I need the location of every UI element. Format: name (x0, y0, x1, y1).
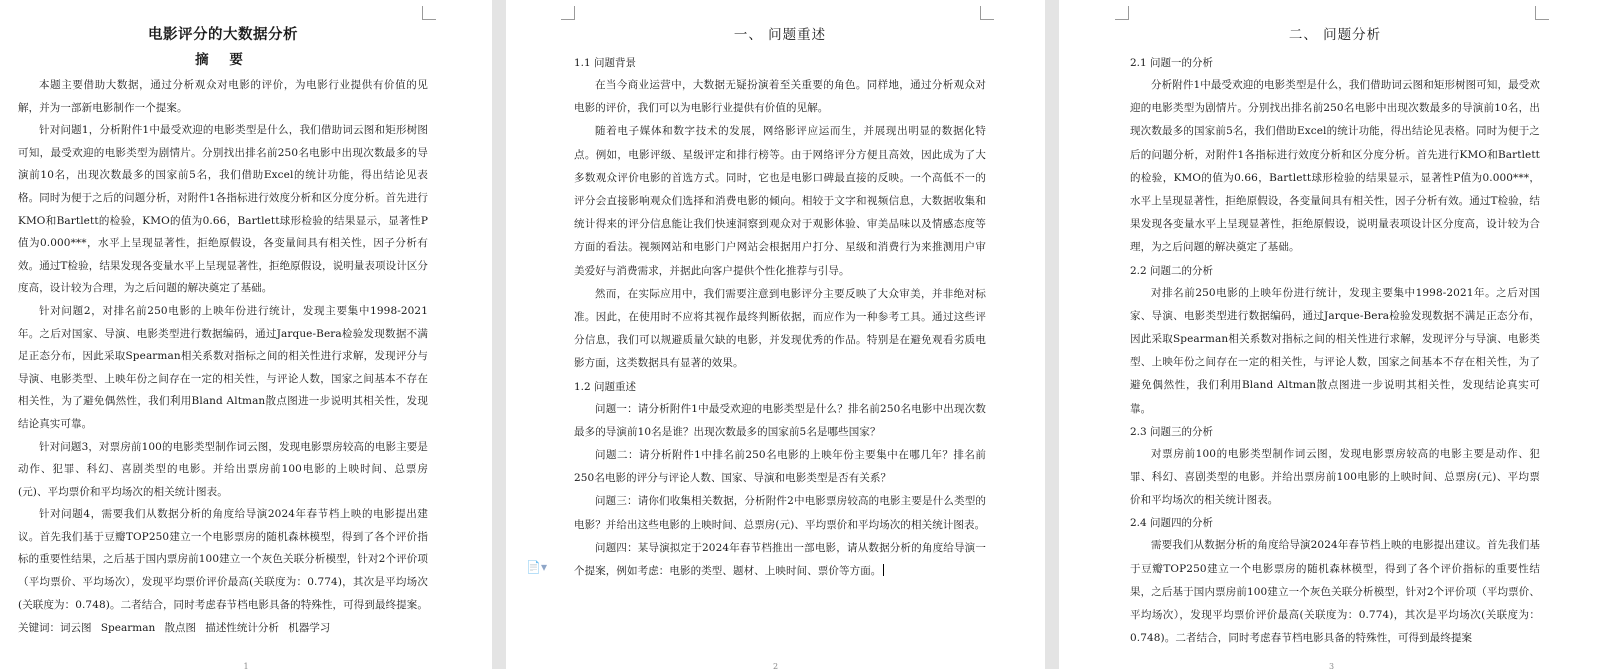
abstract-paragraph: 针对问题3，对票房前100的电影类型制作词云图，发现电影票房较高的电影主要是动作、犯罪、科幻、喜剧类型的电影。并给出票房前100电影的上映时间、总票房(元)、平均票价和平均场次的相关统计图表。 (18, 440, 428, 498)
abstract-paragraph: 针对问题4，需要我们从数据分析的角度给导演2024年春节档上映的电影提出建议。首先我们基于豆瓣TOP250建立一个电影票房的随机森林模型，得到了各个评价指标的重要性结果，之后基于国内票房前100建立一个灰色关联分析模型，针对2个评价项（平均票价、平均场次），发现平均票价评价最高(关联度为：0.774)，其次是平均场次(关联度为：0.748)。二者结合，同时考虑春节档电影具备的特殊性，可得到最终提案。 (18, 508, 428, 611)
analysis-paragraph: 对票房前100的电影类型制作词云图，发现电影票房较高的电影主要是动作、犯罪、科幻、喜剧类型的电影。并给出票房前100电影的上映时间、总票房(元)、平均票价和平均场次的相关统计图表。 (1130, 447, 1540, 507)
page-1-body[interactable] (18, 26, 428, 639)
background-paragraph: 随着电子媒体和数字技术的发展，网络影评应运而生，并展现出明显的数据化特点。例如，电影评级、星级评定和排行榜等。由于网络评分方便且高效，因此成为了大多数观众评价电影的首选方式。同时，它也是电影口碑最直接的反映。一个高低不一的评分会直接影响观众们选择和消费电影的倾向。相较于文字和视频信息，大数据收集和统计得来的评分信息能让我们快速洞察到观众对于观影体验、审美品味以及情感态度等方面的看法。视频网站和电影门户网站会根据用户打分、星级和消费行为来推测用户审美爱好与消费需求，并据此向客户提供个性化推荐与引导。 (574, 125, 986, 277)
page-3-body[interactable] (1130, 26, 1540, 650)
background-paragraph: 然而，在实际应用中，我们需要注意到电影评分主要反映了大众审美，并非绝对标准。因此，在使用时不应将其视作最终判断依据，而应作为一种参考工具。通过这些评分信息，我们可以规避质量欠缺的电影，并发现优秀的作品。特别是在避免观看劣质电影方面，这类数据具有显著的效果。 (574, 287, 986, 370)
question-paragraph: 问题一：请分析附件1中最受欢迎的电影类型是什么？排名前250名电影中出现次数最多的导演前10名是谁？出现次数最多的国家前5名是哪些国家？ (574, 402, 986, 438)
page-corner-mark (980, 6, 994, 20)
abstract-paragraph: 针对问题1，分析附件1中最受欢迎的电影类型是什么，我们借助词云图和矩形树图可知，最受欢迎的电影类型为剧情片。分别找出排名前250名电影中出现次数最多的导演前10名，出现次数最多的国家前5名，我们借助Excel的统计功能，得出结论见表格。同时为便于之后的问题分析，对附件1各指标进行效度分析和区分度分析。首先进行KMO和Bartlett的检验，KMO的值为0.66，Bartlett球形检验的结果显示，显著性P值为0.000***，水平上呈现显著性，拒绝原假设，各变量间具有相关性，因子分析有效。通过T检验，结果发现各变量水平上呈现显著性，拒绝原假设，说明量表项设计区分度高，设计较为合理，为之后问题的解决奠定了基础。 (18, 124, 428, 295)
abstract-heading: 摘 要 (195, 52, 251, 68)
section-title: 二、 问题分析 (1288, 27, 1382, 43)
question-text: 问题四：某导演拟定于2024年春节档推出一部电影，请从数据分析的角度给导演一个提案，例如考虑：电影的类型、题材、上映时间、票价等方面。 (574, 541, 986, 578)
text-cursor (883, 564, 884, 576)
question-paragraph: 问题三：请你们收集相关数据，分析附件2中电影票房较高的电影主要是什么类型的电影？并给出这些电影的上映时间、总票房(元)、平均票价和平均场次的相关统计图表。 (574, 495, 986, 531)
subsection-heading: 2.1 问题一的分析 (1130, 57, 1214, 69)
page-number: 2 (772, 662, 779, 669)
section-title: 一、 问题重述 (733, 27, 827, 43)
page-corner-mark (1535, 6, 1549, 20)
analysis-paragraph: 需要我们从数据分析的角度给导演2024年春节档上映的电影提出建议。首先我们基于豆瓣TOP250建立一个电影票房的随机森林模型，得到了各个评价指标的重要性结果，之后基于国内票房前100建立一个灰色关联分析模型，针对2个评价项（平均票价、平均场次），发现平均票价评价最高(关联度为：0.774)，其次是平均场次(关联度为：0.748)。二者结合，同时考虑春节档电影具备的特殊性，可得到最终提案 (1130, 539, 1540, 645)
document-page-2[interactable] (506, 0, 1045, 669)
abstract-paragraph: 本题主要借助大数据，通过分析观众对电影的评价，为电影行业提供有价值的见解，并为一部新电影制作一个提案。 (18, 79, 428, 114)
question-paragraph: 问题二：请分析附件1中排名前250名电影的上映年份主要集中在哪几年？排名前250名电影的评分与评论人数、国家、导演和电影类型是否有关系？ (574, 449, 986, 485)
abstract-paragraph: 针对问题2，对排名前250电影的上映年份进行统计，发现主要集中1998-2021年。之后对国家、导演、电影类型进行数据编码，通过Jarque-Bera检验发现数据不满足正态分布，因此采取Spearman相关系数对指标之间的相关性进行求解，发现评分与导演、电影类型、上映年份之间存在一定的相关性，与评论人数，国家之间基本不存在相关性，为了避免偶然性，我们利用Bland Altman散点图进一步说明其相关性，发现结论真实可靠。 (18, 304, 428, 430)
document-page-1[interactable] (0, 0, 492, 669)
subsection-heading: 1.1 问题背景 (574, 57, 637, 69)
analysis-paragraph: 分析附件1中最受欢迎的电影类型是什么，我们借助词云图和矩形树图可知，最受欢迎的电影类型为剧情片。分别找出排名前250名电影中出现次数最多的导演前10名，出现次数最多的国家前5名，我们借助Excel的统计功能，得出结论见表格。同时为便于之后的问题分析，对附件1各指标进行效度分析和区分度分析。首先进行KMO和Bartlett的检验，KMO的值为0.66，Bartlett球形检验的结果显示，显著性P值为0.000***，水平上呈现显著性，拒绝原假设，各变量间具有相关性，因子分析有效。通过T检验，结果发现各变量水平上呈现显著性，拒绝原假设，说明量表项设计区分度高，设计较为合理，为之后问题的解决奠定了基础。 (1130, 79, 1540, 254)
subsection-heading: 2.4 问题四的分析 (1130, 517, 1214, 530)
paper-title: 电影评分的大数据分析 (148, 26, 298, 43)
subsection-heading: 2.2 问题二的分析 (1130, 264, 1214, 277)
page-corner-mark (422, 6, 436, 20)
document-page-3[interactable] (1059, 0, 1604, 669)
question-paragraph[interactable] (574, 537, 986, 583)
subsection-heading: 1.2 问题重述 (574, 380, 637, 393)
page-corner-mark (561, 6, 575, 20)
background-paragraph: 在当今商业运营中，大数据无疑扮演着至关重要的角色。同样地，通过分析观众对电影的评价，我们可以为电影行业提供有价值的见解。 (574, 79, 986, 115)
page-2-body[interactable] (574, 26, 986, 583)
subsection-heading: 2.3 问题三的分析 (1130, 425, 1214, 438)
page-number: 1 (243, 662, 249, 669)
analysis-paragraph: 对排名前250电影的上映年份进行统计，发现主要集中1998-2021年。之后对国家、导演、电影类型进行数据编码，通过Jarque-Bera检验发现数据不满足正态分布，因此采取Spearman相关系数对指标之间的相关性进行求解，发现评分与导演、电影类型、上映年份之间存在一定的相关性，与评论人数，国家之间基本不存在相关性，为了避免偶然性，我们利用Bland Altman散点图进一步说明其相关性，发现结论真实可靠。 (1130, 286, 1540, 415)
page-number: 3 (1328, 662, 1335, 669)
page-corner-mark (1115, 6, 1129, 20)
paste-options-icon[interactable]: 📄▾ (526, 560, 547, 574)
keywords-line: 关键词：词云图 Spearman 散点图 描述性统计分析 机器学习 (18, 622, 331, 635)
